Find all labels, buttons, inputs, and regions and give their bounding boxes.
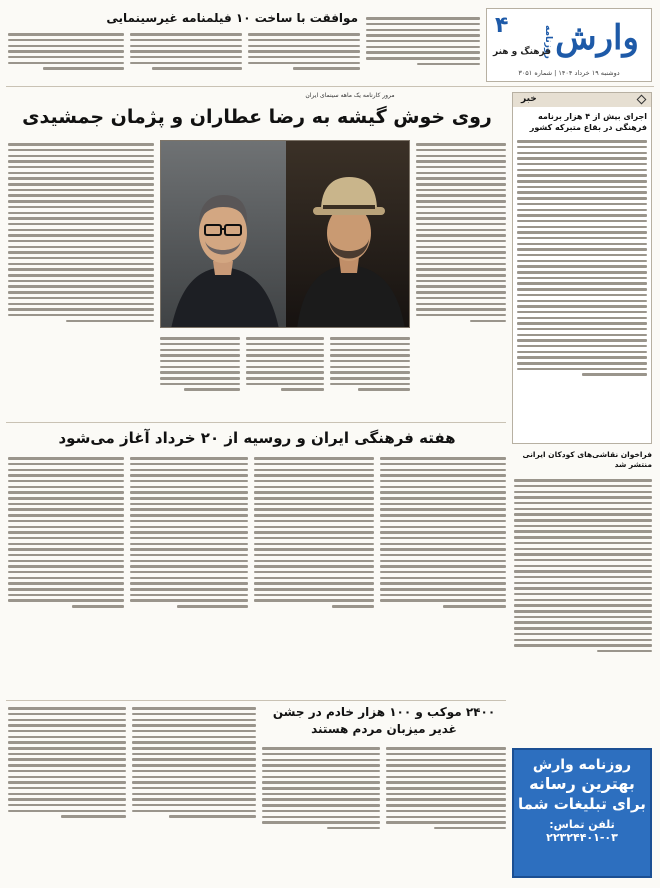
middle-body-col-2 [130, 454, 248, 694]
top-left-headline: موافقت با ساخت ۱۰ فیلمنامه غیرسینمایی [106, 11, 358, 25]
masthead [486, 8, 652, 82]
issue-line: دوشنبه ۱۹ خرداد ۱۴۰۴ | شماره ۳۰۵۱ [518, 69, 620, 77]
masthead-logo: وارش [555, 18, 639, 58]
diamond-icon [637, 95, 647, 105]
ad-phone: تلفن تماس: ۰۳-۲۲۳۲۴۴۰۱ [546, 818, 618, 844]
rule-top [6, 86, 654, 87]
ad-line-2: بهترین رسانه [529, 774, 635, 793]
brief-title-bar [513, 93, 651, 107]
masthead-logo-sub: روزنامه [543, 25, 553, 59]
main-body-left [8, 140, 154, 416]
bottom-body-col-1 [8, 704, 126, 880]
middle-body-col-4 [380, 454, 506, 694]
side-body [514, 476, 652, 740]
bottom-body-col-3 [262, 744, 380, 880]
main-body-under-photo-3 [330, 334, 410, 416]
brief-body [517, 137, 647, 439]
middle-body-col-3 [254, 454, 374, 694]
bottom-headline: ۲۴۰۰ موکب و ۱۰۰ هزار خادم در جشن غدیر میزبان مردم هستند [272, 705, 496, 736]
main-body-under-photo-1 [160, 334, 240, 416]
newspaper-ad[interactable] [512, 748, 652, 878]
ad-line-3: برای تبلیغات شما [518, 795, 646, 813]
rule-middle [6, 422, 506, 423]
rule-bottom [6, 700, 506, 701]
brief-title: خبر [521, 94, 537, 104]
middle-body-col-1 [8, 454, 124, 694]
main-kicker: مرور کارنامه یک ماهه سینمای ایران [305, 92, 395, 99]
main-body-right [416, 140, 506, 416]
main-headline: روی خوش گیشه به رضا عطاران و پژمان جمشیدی [22, 106, 492, 128]
page-number: ۴ [495, 13, 509, 38]
bottom-body-col-4 [386, 744, 506, 880]
bottom-body-col-2 [132, 704, 256, 880]
brief-headline: اجرای بیش از ۴ هزار برنامه فرهنگی در بقاع متبرکه کشور [529, 112, 647, 132]
top-left-body-col-3 [248, 30, 360, 82]
main-body-under-photo-2 [246, 334, 324, 416]
ad-line-1: روزنامه وارش [532, 757, 632, 773]
top-left-body-col-2 [130, 30, 242, 82]
middle-headline: هفته فرهنگی ایران و روسیه از ۲۰ خرداد آغاز می‌شود [58, 429, 456, 447]
actors-photo-illustration [161, 141, 410, 328]
top-left-body-col-1 [8, 30, 124, 82]
actors-photo [160, 140, 410, 328]
top-right-body [366, 14, 480, 82]
side-headline: فراخوان نقاشی‌های کودکان ایرانی منتشر شد [522, 450, 652, 469]
brief-box [512, 92, 652, 444]
section-name: فرهنگ و هنر [493, 47, 551, 57]
